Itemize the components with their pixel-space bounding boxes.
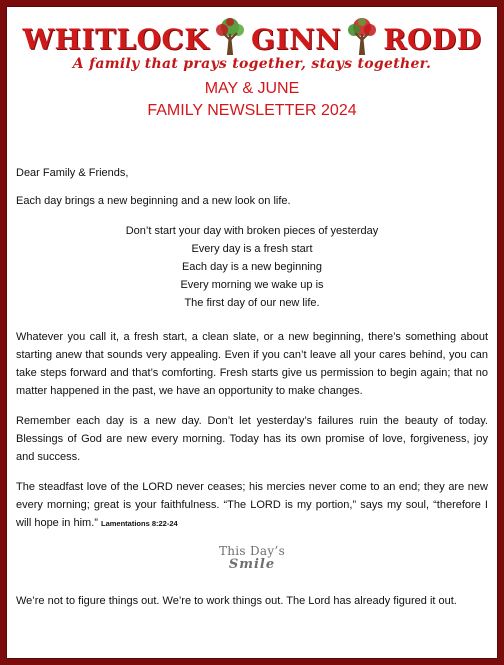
tree-icon [345, 16, 379, 56]
brand-ginn: GINN [251, 22, 342, 56]
scripture-reference: Lamentations 8:22-24 [100, 519, 178, 528]
inspirational-verse [16, 222, 488, 312]
paragraph-new-day: Remember each day is a new day. Don’t let yesterday’s failures ruin the beauty of today. Blessings of God are new every morning. Today has its own promise of love, forgiveness, joy and success. [16, 415, 488, 463]
newsletter-body [16, 164, 488, 622]
issue-title [6, 78, 498, 122]
verse-line: Every day is a fresh start [191, 243, 313, 255]
verse-line: Each day is a new beginning [181, 261, 323, 273]
masthead [6, 20, 498, 122]
issue-name: FAMILY NEWSLETTER 2024 [147, 102, 357, 119]
smile-heading-top: This Day’s [218, 544, 286, 558]
issue-months: MAY & JUNE [204, 80, 300, 97]
brand-whitlock: WHITLOCK [22, 22, 210, 56]
intro-line: Each day brings a new beginning and a new look on life. [16, 195, 291, 207]
family-tagline: A family that prays together, stays together. [72, 56, 432, 72]
this-days-smile-logo [16, 545, 488, 574]
paragraph-scripture [16, 478, 488, 533]
family-logo [6, 20, 498, 58]
salutation: Dear Family & Friends, [16, 167, 129, 179]
brand-rodd: RODD [383, 22, 482, 56]
smile-heading [219, 545, 285, 571]
closing-quote: We’re not to figure things out. We’re to work things out. The Lord has already figured it out. [16, 595, 457, 607]
verse-line: The first day of our new life. [184, 297, 320, 309]
tree-icon [213, 16, 247, 56]
paragraph-fresh-start: Whatever you call it, a fresh start, a clean slate, or a new beginning, there’s something about starting anew that sounds very appealing. Even if you can’t leave all your cares behind, you can take steps forward and that’s comforting. Fresh starts give us permission to begin again; that no matter happened in the past, we have an opportunity to make changes. [16, 331, 488, 397]
smile-heading-bottom: Smile [228, 557, 276, 572]
scripture-text: The steadfast love of the LORD never ceases; his mercies never come to an end; they are new every morning; great is your faithfulness. “The LORD is my portion,” says my soul, “therefore I will hope in him.” [16, 481, 488, 529]
verse-line: Don’t start your day with broken pieces of yesterday [125, 225, 379, 237]
verse-line: Every morning we wake up is [180, 279, 324, 291]
